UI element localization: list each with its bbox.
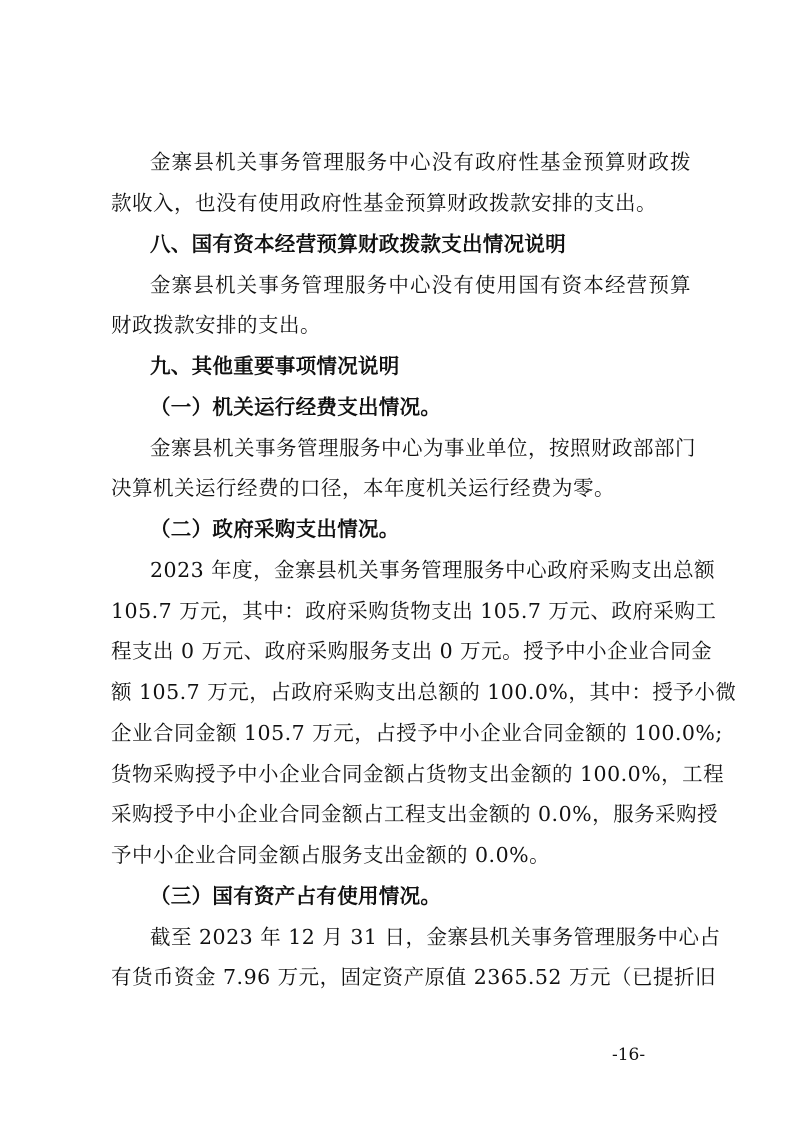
- paragraph-line: 105.7 万元，其中：政府采购货物支出 105.7 万元、政府采购工: [111, 599, 717, 623]
- paragraph-line: 决算机关运行经费的口径，本年度机关运行经费为零。: [111, 476, 615, 500]
- paragraph-line: 企业合同金额 105.7 万元，占授予中小企业合同金额的 100.0%;: [111, 721, 723, 745]
- paragraph-line: 额 105.7 万元，占政府采购支出总额的 100.0%，其中：授予小微: [111, 680, 737, 704]
- paragraph-line: 有货币资金 7.96 万元，固定资产原值 2365.52 万元（已提折旧: [111, 965, 716, 989]
- paragraph-line: 采购授予中小企业合同金额占工程支出金额的 0.0%，服务采购授: [111, 802, 719, 826]
- subsection-heading: （二）政府采购支出情况。: [150, 517, 400, 541]
- subsection-heading: （一）机关运行经费支出情况。: [150, 395, 442, 419]
- page-number: -16-: [612, 1045, 646, 1065]
- paragraph-line: 2023 年度，金寨县机关事务管理服务中心政府采购支出总额: [150, 558, 716, 582]
- paragraph-line: 截至 2023 年 12 月 31 日，金寨县机关事务管理服务中心占: [150, 925, 721, 949]
- paragraph-line: 货物采购授予中小企业合同金额占货物支出金额的 100.0%，工程: [111, 762, 725, 786]
- subsection-heading: （三）国有资产占有使用情况。: [150, 884, 442, 908]
- paragraph-line: 金寨县机关事务管理服务中心没有使用国有资本经营预算: [150, 273, 691, 297]
- section-heading: 九、其他重要事项情况说明: [150, 354, 400, 378]
- paragraph-line: 财政拨款安排的支出。: [111, 313, 321, 337]
- paragraph-line: 予中小企业合同金额占服务支出金额的 0.0%。: [111, 843, 551, 867]
- paragraph-line: 金寨县机关事务管理服务中心没有政府性基金预算财政拨: [150, 150, 691, 174]
- paragraph-line: 程支出 0 万元、政府采购服务支出 0 万元。授予中小企业合同金: [111, 639, 713, 663]
- paragraph-line: 款收入，也没有使用政府性基金预算财政拨款安排的支出。: [111, 191, 657, 215]
- section-heading: 八、国有资本经营预算财政拨款支出情况说明: [150, 232, 566, 256]
- paragraph-line: 金寨县机关事务管理服务中心为事业单位，按照财政部部门: [150, 436, 696, 460]
